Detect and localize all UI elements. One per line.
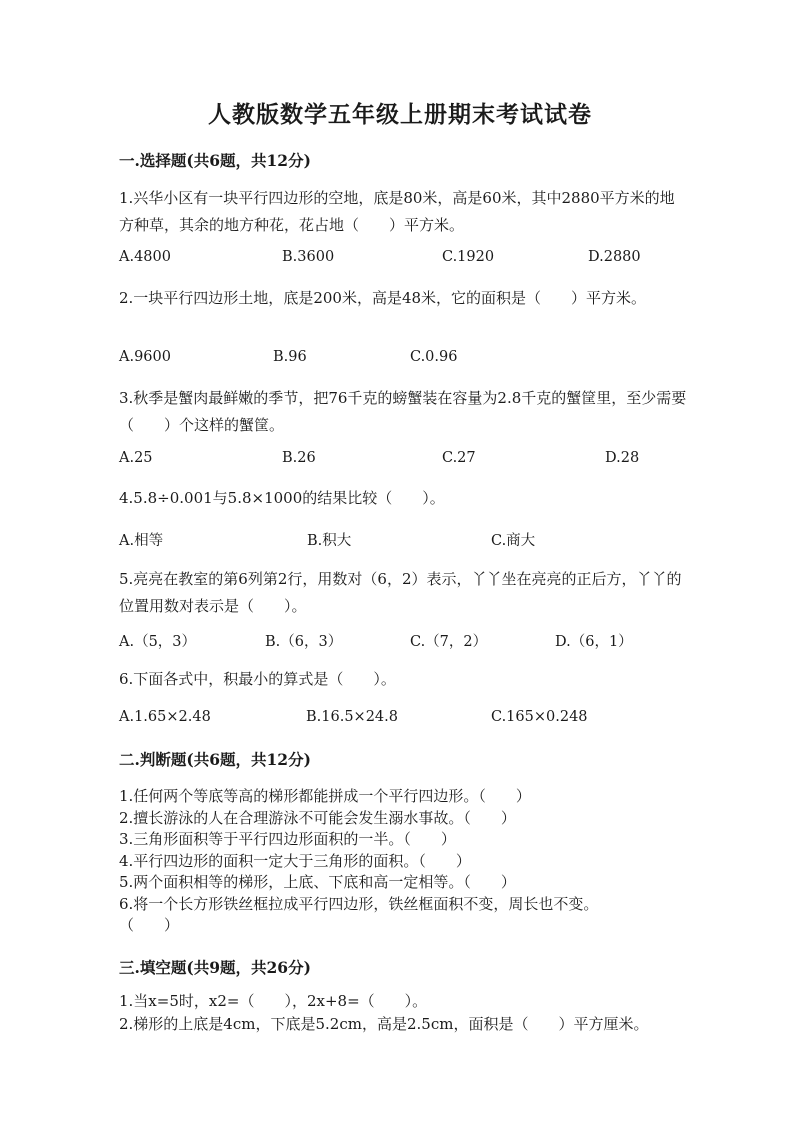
option-c[interactable]: C.165×0.248 [491, 709, 588, 725]
question-4-options [119, 529, 699, 551]
option-b[interactable]: B.16.5×24.8 [306, 709, 398, 725]
option-b[interactable]: B.96 [273, 349, 307, 365]
judgement-item: 4.平行四边形的面积一定大于三角形的面积。（ ） [119, 851, 471, 870]
option-d[interactable]: D.2880 [588, 249, 641, 265]
section-heading-choice: 一.选择题(共6题，共12分) [119, 151, 311, 170]
fill-blank-item: 1.当x=5时，x2=（ ），2x+8=（ ）。 [119, 992, 428, 1010]
question-3: 3.秋季是蟹肉最鲜嫩的季节，把76千克的螃蟹装在容量为2.8千克的蟹筐里，至少需要（ ）个这样的蟹筐。 [119, 389, 687, 434]
section-heading-text: 三.填空题(共9题，共26分) [119, 958, 311, 977]
judgement-item: 1.任何两个等底等高的梯形都能拼成一个平行四边形。（ ） [119, 787, 531, 805]
option-d[interactable]: D.28 [605, 450, 640, 466]
section-heading-judgement [119, 748, 311, 770]
question-1-options [119, 249, 699, 271]
question-1: 1.兴华小区有一块平行四边形的空地，底是80米，高是60米，其中2880平方米的地方种草，其余的地方种花，花占地（ ）平方米。 [119, 189, 675, 234]
question-3-options [119, 450, 699, 472]
question-2-options [119, 349, 699, 371]
option-a[interactable]: A.4800 [119, 249, 171, 265]
option-b[interactable]: B.3600 [282, 249, 335, 265]
judgement-item: 5.两个面积相等的梯形，上底、下底和高一定相等。（ ） [119, 873, 516, 891]
option-a[interactable]: A.9600 [119, 349, 171, 365]
judgement-item: 3.三角形面积等于平行四边形面积的一半。（ ） [119, 830, 456, 848]
question-6: 6.下面各式中，积最小的算式是（ ）。 [119, 670, 396, 688]
question-2: 2.一块平行四边形土地，底是200米，高是48米，它的面积是（ ）平方米。 [119, 289, 647, 307]
option-c[interactable]: C.1920 [442, 249, 495, 265]
option-b[interactable]: B.积大 [307, 533, 352, 549]
fill-blank-list [119, 990, 699, 1036]
question-5-options [119, 630, 699, 652]
option-d[interactable]: D.（6，1） [555, 634, 633, 650]
question-5: 5.亮亮在教室的第6列第2行，用数对（6，2）表示，丫丫坐在亮亮的正后方，丫丫的位置用数对表示是（ ）。 [119, 570, 682, 615]
judgement-item: 6.将一个长方形铁丝框拉成平行四边形，铁丝框面积不变，周长也不变。 [119, 894, 599, 913]
option-a[interactable]: A.（5，3） [119, 634, 197, 650]
question-4: 4.5.8÷0.001与5.8×1000的结果比较（ ）。 [119, 489, 445, 507]
option-c[interactable]: C.27 [442, 450, 476, 466]
fill-blank-item: 2.梯形的上底是4cm，下底是5.2cm，高是2.5cm，面积是（ ）平方厘米。 [119, 1015, 649, 1033]
option-c[interactable]: C.商大 [491, 533, 536, 549]
question-6-options [119, 709, 699, 731]
option-a[interactable]: A.相等 [119, 533, 164, 549]
option-a[interactable]: A.25 [119, 450, 153, 466]
option-c[interactable]: C.0.96 [410, 349, 458, 365]
judgement-item: 2.擅长游泳的人在合理游泳不可能会发生溺水事故。（ ） [119, 808, 516, 827]
section-heading-text: 二.判断题(共6题，共12分) [119, 750, 311, 769]
judgement-list [119, 786, 689, 937]
option-c[interactable]: C.（7，2） [410, 634, 488, 650]
option-b[interactable]: B.26 [282, 450, 316, 466]
exam-title: 人教版数学五年级上册期末考试试卷 [208, 101, 592, 128]
option-b[interactable]: B.（6，3） [265, 634, 343, 650]
section-heading-fill-blank [119, 956, 311, 978]
option-a[interactable]: A.1.65×2.48 [119, 709, 211, 725]
judgement-item-continuation: （ ） [119, 916, 180, 934]
